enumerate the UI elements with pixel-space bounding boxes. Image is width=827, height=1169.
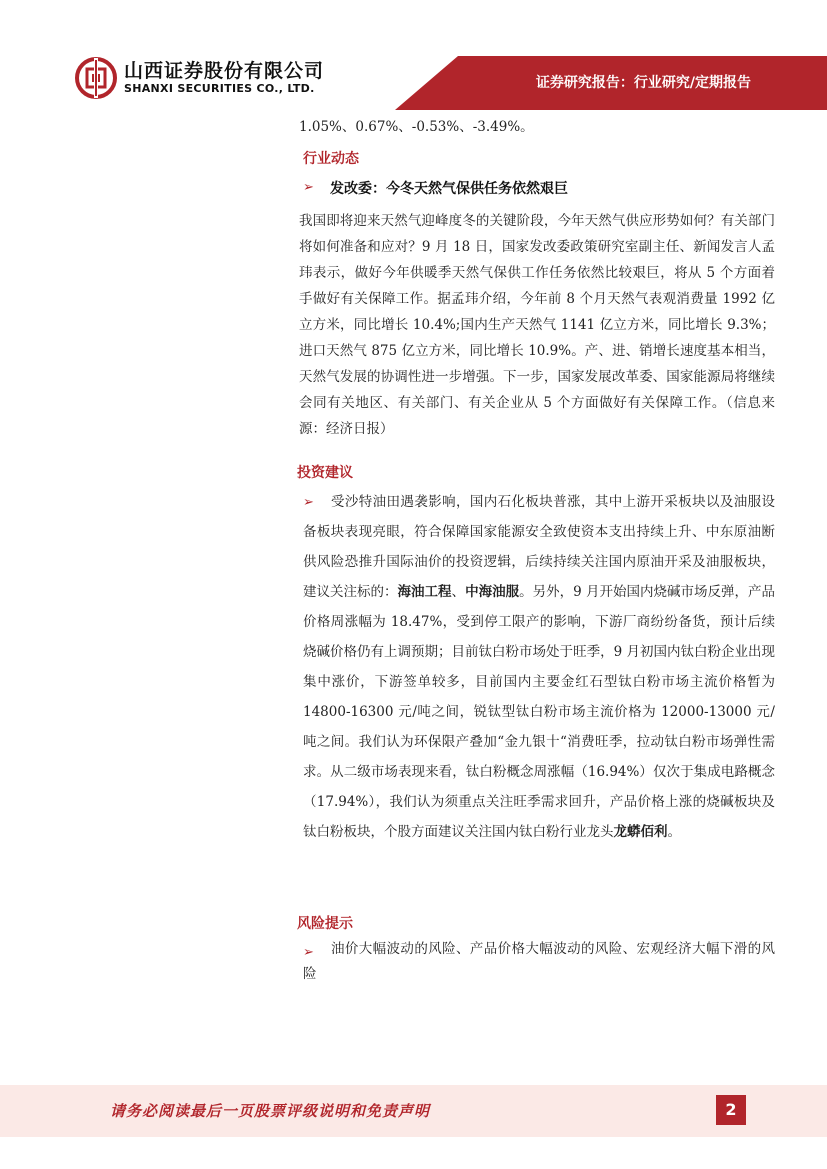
section-title-risk: 风险提示 (297, 916, 353, 932)
bullet-arrow-icon: ➢ (303, 945, 314, 960)
industry-news-headline (330, 178, 568, 198)
stock-highlight-3: 龙蟒佰利 (613, 824, 668, 840)
report-type-label: 证券研究报告：行业研究/定期报告 (535, 75, 751, 91)
section-title-industry: 行业动态 (303, 151, 359, 167)
section-title-investment: 投资建议 (297, 465, 353, 481)
investment-text-2: 。另外，9 月开始国内烧碱市场反弹，产品价格周涨幅为 18.47%，受到停工限产的影响，下游厂商纷纷备货，预计后续烧碱价格仍有上调预期；目前钛白粉市场处于旺季，9 月初国内钛白粉企业出现集中涨价，下游签单较多，目前国内主要金红石型钛白粉市场主流价格暂为 14800-16300 元/吨之间，锐钛型钛白粉市场主流价格为 12000-13000 元/吨之间。我们认为环保限产叠加“金九银十“消费旺季，拉动钛白粉市场弹性需求。从二级市场表现来看，钛白粉概念周涨幅（16.94%）仅次于集成电路概念（17.94%），我们认为须重点关注旺季需求回升，产品价格上涨的烧碱板块及钛白粉板块，个股方面建议关注国内钛白粉行业龙头 (303, 584, 776, 840)
investment-text-1: 受沙特油田遇袭影响，国内石化板块普涨，其中上游开采板块以及油服设备板块表现亮眼，符合保障国家能源安全致使资本支出持续上升、中东原油断供风险恐推升国际油价的投资逻辑，后续持续关注国内原油开采及油服板块，建议关注标的： (303, 494, 775, 600)
investment-text-end: 。 (667, 824, 681, 840)
risk-warning-body: 油价大幅波动的风险、产品价格大幅波动的风险、宏观经济大幅下滑的风险 (303, 941, 775, 982)
stock-highlight-2: 中海油服 (465, 584, 520, 600)
company-logo-icon (74, 56, 118, 100)
page-number: 2 (716, 1095, 746, 1125)
company-name-cn: 山西证券股份有限公司 (124, 60, 325, 82)
stock-highlight-1: 海油工程 (397, 584, 452, 600)
headline-text: 发改委：今冬天然气保供任务依然艰巨 (330, 181, 568, 197)
investment-advice-body (303, 487, 775, 847)
industry-news-body: 我国即将迎来天然气迎峰度冬的关键阶段，今年天然气供应形势如何？有关部门将如何准备和应对？9 月 18 日，国家发改委政策研究室副主任、新闻发言人孟玮表示，做好今年供暖季天然气保供工作任务依然比较艰巨，将从 5 个方面着手做好有关保障工作。据孟玮介绍，今年前 8 个月天然气表观消费量 1992 亿立方米，同比增长 10.4%;国内生产天然气 1141 亿立方米，同比增长 9.3%；进口天然气 875 亿立方米，同比增长 10.9%。产、进、销增长速度基本相当，天然气发展的协调性进一步增强。下一步，国家发展改革委、国家能源局将继续会同有关地区、有关部门、有关企业从 5 个方面做好有关保障工作。（信息来源：经济日报） (299, 213, 775, 437)
bullet-arrow-icon: ➢ (303, 180, 314, 195)
bullet-arrow-icon: ➢ (303, 495, 314, 510)
disclaimer-notice: 请务必阅读最后一页股票评级说明和免责声明 (110, 1102, 431, 1120)
stock-separator: 、 (451, 584, 466, 600)
previous-paragraph-tail: 1.05%、0.67%、-0.53%、-3.49%。 (299, 119, 534, 135)
company-name-en: SHANXI SECURITIES CO., LTD. (124, 82, 315, 95)
